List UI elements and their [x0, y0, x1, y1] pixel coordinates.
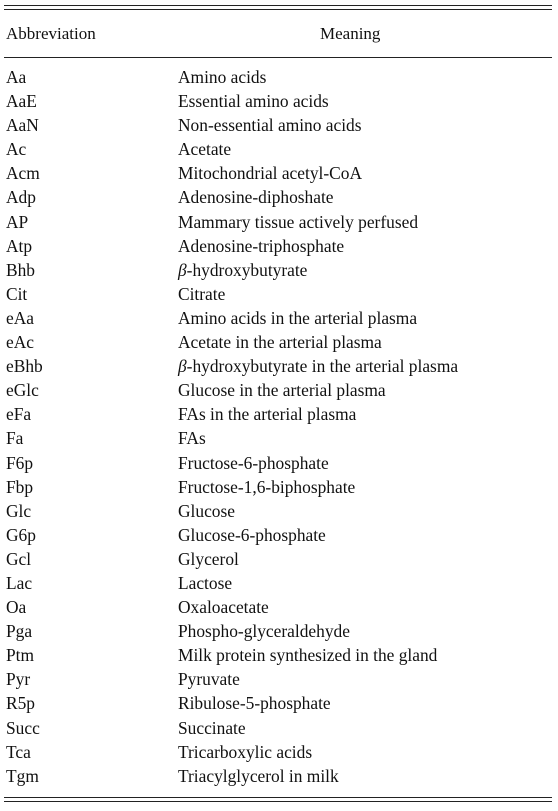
row-abbreviation: Glc — [6, 500, 32, 521]
row-meaning: Tricarboxylic acids — [178, 741, 313, 762]
table-body — [0, 65, 558, 788]
table-row — [0, 354, 558, 378]
table-row — [0, 595, 558, 619]
table-row — [0, 547, 558, 571]
table-row — [0, 89, 558, 113]
row-meaning: FAs in the arterial plasma — [178, 404, 357, 425]
table-row — [0, 667, 558, 691]
row-abbreviation: eAa — [6, 307, 34, 328]
table-row — [0, 426, 558, 450]
row-meaning: Adenosine-triphosphate — [178, 235, 345, 256]
row-abbreviation: Cit — [6, 283, 28, 304]
row-abbreviation: AaN — [6, 115, 39, 136]
row-meaning: Mammary tissue actively perfused — [178, 211, 419, 232]
table-row — [0, 764, 558, 788]
row-meaning: Acetate — [178, 139, 232, 160]
row-abbreviation: Succ — [6, 717, 40, 738]
row-abbreviation: Pga — [6, 621, 33, 642]
row-abbreviation: Ptm — [6, 645, 35, 666]
row-meaning: Adenosine-diphoshate — [178, 187, 334, 208]
row-meaning: Acetate in the arterial plasma — [178, 332, 382, 353]
row-abbreviation: Ac — [6, 139, 27, 160]
table-row — [0, 402, 558, 426]
row-meaning: β-hydroxybutyrate in the arterial plasma — [178, 356, 459, 377]
table-row — [0, 65, 558, 89]
row-abbreviation: Acm — [6, 163, 40, 184]
top-rule-outer — [4, 5, 552, 6]
row-abbreviation: AaE — [6, 91, 37, 112]
table-row — [0, 643, 558, 667]
table-row — [0, 234, 558, 258]
table-header — [0, 24, 558, 50]
row-abbreviation: Fbp — [6, 476, 34, 497]
row-meaning: Fructose-6-phosphate — [178, 452, 329, 473]
row-abbreviation: Atp — [6, 235, 33, 256]
row-abbreviation: G6p — [6, 524, 36, 545]
row-abbreviation: Adp — [6, 187, 36, 208]
table-row — [0, 740, 558, 764]
header-abbreviation: Abbreviation — [6, 24, 96, 43]
row-abbreviation: eFa — [6, 404, 32, 425]
top-rule-inner — [4, 9, 552, 10]
row-abbreviation: AP — [6, 211, 29, 232]
table-row — [0, 475, 558, 499]
table-row — [0, 330, 558, 354]
row-meaning: Lactose — [178, 572, 233, 593]
row-meaning: Amino acids in the arterial plasma — [178, 307, 418, 328]
row-abbreviation: Lac — [6, 572, 33, 593]
table-row — [0, 161, 558, 185]
table-row — [0, 137, 558, 161]
row-abbreviation: F6p — [6, 452, 34, 473]
table-row — [0, 571, 558, 595]
row-abbreviation: eGlc — [6, 380, 39, 401]
row-abbreviation: Bhb — [6, 259, 35, 280]
table-row — [0, 451, 558, 475]
table-row — [0, 499, 558, 523]
table-row — [0, 378, 558, 402]
row-abbreviation: Pyr — [6, 669, 31, 690]
row-meaning: Citrate — [178, 283, 226, 304]
table-row — [0, 619, 558, 643]
bottom-rule-outer — [4, 801, 552, 802]
table-row — [0, 258, 558, 282]
row-meaning: Mitochondrial acetyl-CoA — [178, 163, 363, 184]
row-abbreviation: Fa — [6, 428, 24, 449]
row-meaning: Pyruvate — [178, 669, 240, 690]
row-abbreviation: Gcl — [6, 548, 32, 569]
row-meaning: Milk protein synthesized in the gland — [178, 645, 438, 666]
row-meaning: Fructose-1,6-biphosphate — [178, 476, 356, 497]
row-meaning: Glycerol — [178, 548, 239, 569]
header-rule — [4, 57, 552, 58]
row-meaning: FAs — [178, 428, 206, 449]
row-abbreviation: R5p — [6, 693, 35, 714]
row-meaning: Triacylglycerol in milk — [178, 765, 339, 786]
row-abbreviation: Tgm — [6, 765, 39, 786]
row-abbreviation: Oa — [6, 597, 27, 618]
row-meaning: Succinate — [178, 717, 246, 738]
table-row — [0, 691, 558, 715]
row-meaning: Glucose-6-phosphate — [178, 524, 326, 545]
table-row — [0, 210, 558, 234]
row-meaning: Glucose in the arterial plasma — [178, 380, 386, 401]
row-meaning: Ribulose-5-phosphate — [178, 693, 331, 714]
bottom-rule-inner — [4, 797, 552, 798]
row-abbreviation: eBhb — [6, 356, 43, 377]
row-meaning: Essential amino acids — [178, 91, 329, 112]
table-row — [0, 113, 558, 137]
row-meaning: β-hydroxybutyrate — [178, 259, 308, 280]
table-row — [0, 306, 558, 330]
row-meaning: Phospho-glyceraldehyde — [178, 621, 350, 642]
table-row — [0, 282, 558, 306]
row-meaning: Oxaloacetate — [178, 597, 269, 618]
table-row — [0, 185, 558, 209]
row-abbreviation: eAc — [6, 332, 34, 353]
row-meaning: Amino acids — [178, 67, 267, 87]
header-meaning: Meaning — [320, 24, 381, 43]
row-meaning: Glucose — [178, 500, 235, 521]
row-abbreviation: Tca — [6, 741, 31, 762]
table-row — [0, 716, 558, 740]
row-abbreviation: Aa — [6, 67, 27, 87]
row-meaning: Non-essential amino acids — [178, 115, 362, 136]
table-row — [0, 523, 558, 547]
